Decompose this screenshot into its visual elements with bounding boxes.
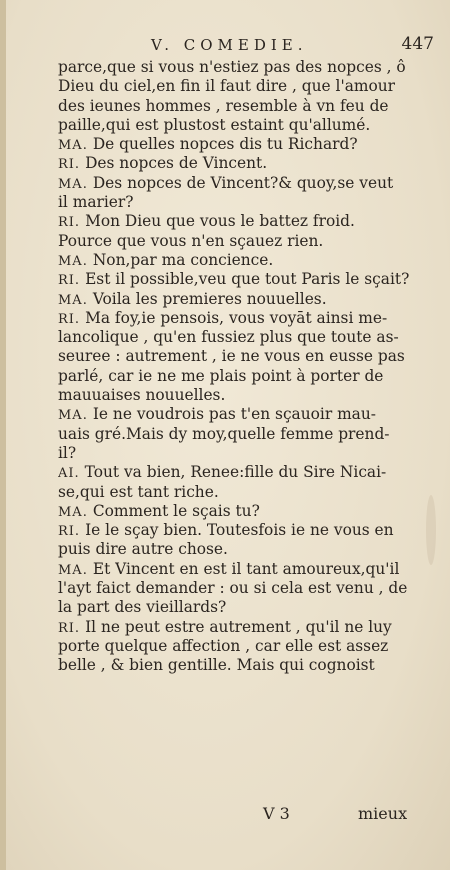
speaker-tag: MA. bbox=[58, 138, 88, 154]
text-line bbox=[58, 560, 436, 579]
line-text: il marier? bbox=[58, 193, 134, 212]
speaker-tag: MA. bbox=[58, 253, 88, 269]
speaker-tag: RI. bbox=[58, 215, 81, 231]
line-text: Mon Dieu que vous le battez froid. bbox=[85, 212, 355, 231]
speaker-tag: RI. bbox=[58, 311, 81, 327]
speaker-tag: RI. bbox=[58, 524, 81, 540]
text-block bbox=[58, 58, 436, 676]
text-line bbox=[58, 618, 436, 637]
line-text: la part des vieillards? bbox=[58, 598, 227, 617]
line-text: l'ayt faict demander : ou si cela est venu , de bbox=[58, 579, 408, 598]
text-line bbox=[58, 251, 436, 270]
line-text: puis dire autre chose. bbox=[58, 540, 228, 559]
text-line bbox=[58, 521, 436, 540]
line-text: Est il possible,veu que tout Paris le sçait? bbox=[85, 270, 410, 289]
speaker-tag: RI. bbox=[58, 157, 81, 173]
text-line bbox=[58, 425, 436, 444]
text-line bbox=[58, 579, 436, 598]
text-line bbox=[58, 483, 436, 502]
text-line bbox=[58, 347, 436, 366]
line-text: Et Vincent en est il tant amoureux,qu'il bbox=[92, 559, 400, 578]
text-line bbox=[58, 656, 436, 675]
text-line bbox=[58, 598, 436, 617]
line-text: De quelles nopces dis tu Richard? bbox=[92, 135, 358, 154]
text-line bbox=[58, 328, 436, 347]
speaker-tag: MA. bbox=[58, 562, 88, 578]
speaker-tag: MA. bbox=[58, 504, 88, 520]
line-text: Non,par ma concience. bbox=[92, 250, 274, 269]
text-line bbox=[58, 232, 436, 251]
text-line bbox=[58, 193, 436, 212]
text-line bbox=[58, 58, 436, 77]
text-line bbox=[58, 540, 436, 559]
line-text: lancolique , qu'en fussiez plus que toute as- bbox=[58, 328, 399, 347]
text-line bbox=[58, 154, 436, 173]
line-text: des ieunes hommes , resemble à vn feu de bbox=[58, 96, 389, 115]
line-text: parce,que si vous n'estiez pas des nopces , ô bbox=[58, 58, 406, 76]
running-header bbox=[6, 36, 450, 56]
text-line bbox=[58, 463, 436, 482]
page-number: 447 bbox=[401, 34, 434, 54]
line-text: Des nopces de Vincent?& quoy,se veut bbox=[92, 173, 394, 192]
speaker-tag: MA. bbox=[58, 408, 88, 424]
text-line bbox=[58, 290, 436, 309]
line-text: seuree : autrement , ie ne vous en eusse pas bbox=[58, 347, 405, 366]
text-line bbox=[58, 97, 436, 116]
line-text: se,qui est tant riche. bbox=[58, 482, 219, 501]
speaker-tag: RI. bbox=[58, 273, 81, 289]
speaker-tag: AI. bbox=[58, 466, 80, 482]
speaker-tag: MA. bbox=[58, 292, 88, 308]
signature-mark: V 3 bbox=[263, 804, 290, 823]
text-line bbox=[58, 444, 436, 463]
text-line bbox=[58, 174, 436, 193]
text-line bbox=[58, 502, 436, 521]
text-line bbox=[58, 367, 436, 386]
line-text: Ie le sçay bien. Toutesfois ie ne vous en bbox=[85, 521, 394, 540]
line-text: il? bbox=[58, 443, 77, 462]
text-line bbox=[58, 270, 436, 289]
line-text: paille,qui est plustost estaint qu'allumé. bbox=[58, 115, 371, 134]
text-line bbox=[58, 135, 436, 154]
line-text: Il ne peut estre autrement , qu'il ne luy bbox=[85, 617, 392, 636]
line-text: Tout va bien, Renee:fille du Sire Nicai- bbox=[84, 463, 387, 482]
line-text: Pource que vous n'en sçauez rien. bbox=[58, 231, 324, 250]
text-line bbox=[58, 212, 436, 231]
speaker-tag: RI. bbox=[58, 620, 81, 636]
line-text: porte quelque affection , car elle est assez bbox=[58, 636, 389, 655]
text-line bbox=[58, 637, 436, 656]
line-text: belle , & bien gentille. Mais qui cognoist bbox=[58, 656, 375, 675]
text-line bbox=[58, 77, 436, 96]
catchword: mieux bbox=[358, 804, 408, 823]
line-text: uais gré.Mais dy moy,quelle femme prend- bbox=[58, 424, 390, 443]
line-text: Voila les premieres nouuelles. bbox=[92, 289, 327, 308]
text-line bbox=[58, 309, 436, 328]
line-text: Ma foy,ie pensois, vous voyāt ainsi me- bbox=[85, 308, 388, 327]
text-line bbox=[58, 405, 436, 424]
line-text: mauuaises nouuelles. bbox=[58, 386, 226, 405]
line-text: Des nopces de Vincent. bbox=[85, 154, 268, 173]
line-text: Dieu du ciel,en fin il faut dire , que l'amour bbox=[58, 77, 396, 96]
line-text: Ie ne voudrois pas t'en sçauoir mau- bbox=[92, 405, 376, 424]
page-footer bbox=[6, 804, 450, 826]
text-line bbox=[58, 116, 436, 135]
paper-stain bbox=[426, 495, 436, 565]
speaker-tag: MA. bbox=[58, 176, 88, 192]
line-text: Comment le sçais tu? bbox=[92, 501, 260, 520]
line-text: parlé, car ie ne me plais point à porter de bbox=[58, 366, 384, 385]
text-line bbox=[58, 386, 436, 405]
running-title: V. COMEDIE. bbox=[151, 36, 308, 54]
